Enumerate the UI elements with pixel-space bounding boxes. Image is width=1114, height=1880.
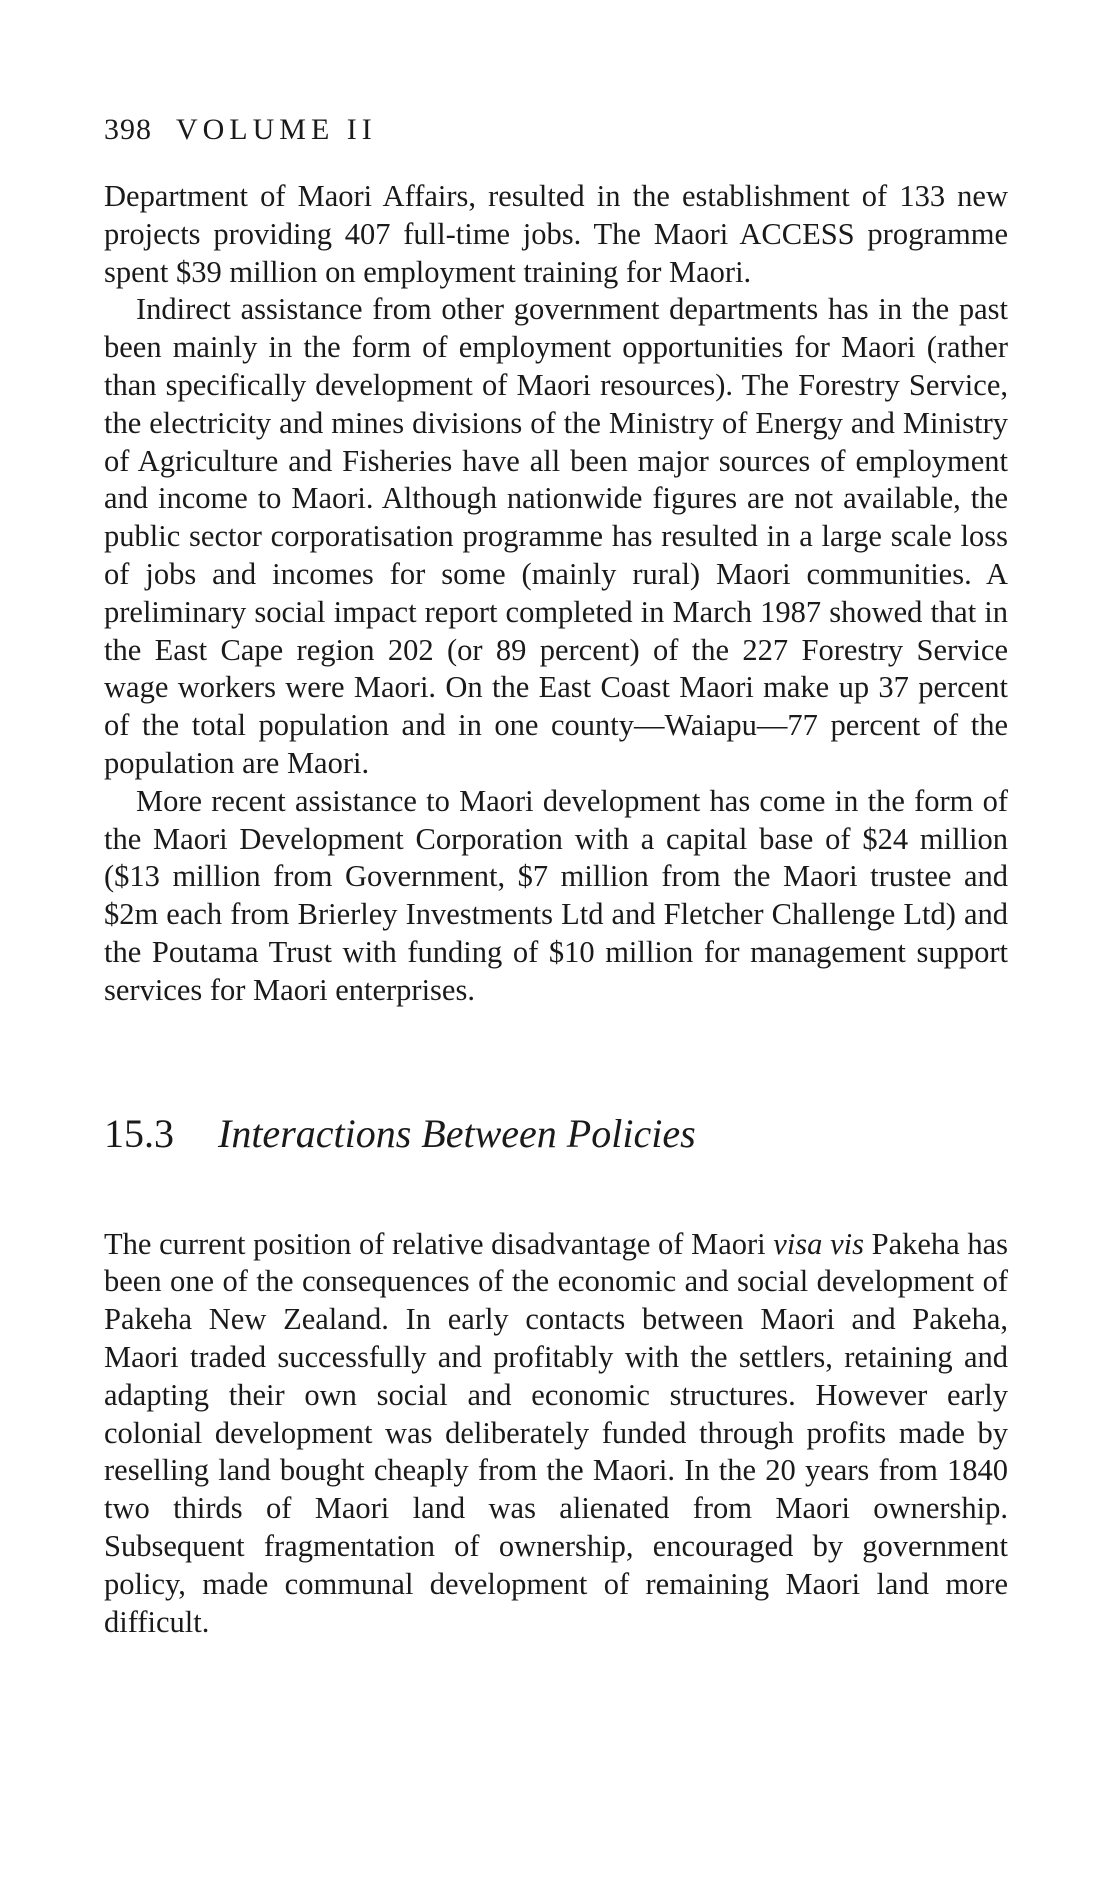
paragraph-indirect-assistance: Indirect assistance from other government departments has in the past been mainly in the form of employment opportunities for Maori (rather than specifically development of Maori resources). The Forestry Service, the electricity and mines divisions of the Ministry of Energy and Ministry of Agriculture and Fisheries have all been major sources of employment and income to Maori. Although nationwide figures are not available, the public sector corporatisation programme has resulted in a large scale loss of jobs and incomes for some (mainly rural) Maori communities. A preliminary social impact report completed in March 1987 showed that in the East Cape region 202 (or 89 percent) of the 227 Forestry Service wage workers were Maori. On the East Coast Maori make up 37 percent of the total population and in one county—Waiapu—77 percent of the population are Maori. — [104, 292, 1008, 780]
running-head — [104, 112, 1008, 148]
page-number: 398 — [104, 113, 152, 146]
section-heading — [104, 1110, 1008, 1158]
paragraph-recent-assistance: More recent assistance to Maori development has come in the form of the Maori Development Corporation with a capital base of $24 million ($13 million from Government, $7 million from the Maori trustee and $2m each from Brierley Investments Ltd and Fletcher Challenge Ltd) and the Poutama Trust with funding of $10 million for management support services for Maori enterprises. — [104, 783, 1008, 1007]
section-text-after-italic: Pakeha has been one of the consequences of the economic and social development of Pakeha New Zealand. In early contacts between Maori and Pakeha, Maori traded successfully and profitably with the settlers, retaining and adapting their own social and economic structures. However early colonial development was deliberately funded through profits made by reselling land bought cheaply from the Maori. In the 20 years from 1840 two thirds of Maori land was alienated from Maori ownership. Subsequent fragmentation of ownership, encouraged by government policy, made communal development of remaining Maori land more difficult. — [104, 1226, 1009, 1639]
document-page — [104, 112, 1008, 1641]
italic-phrase: visa vis — [773, 1226, 864, 1261]
volume-label: VOLUME II — [175, 113, 377, 146]
paragraph-section-intro — [104, 1226, 1008, 1642]
section-title: Interactions Between Policies — [218, 1110, 696, 1156]
paragraph-continued: Department of Maori Affairs, resulted in the establishment of 133 new projects providing 407 full-time jobs. The Maori ACCESS programme spent $39 million on employment training for Maori. — [104, 179, 1008, 289]
section-number: 15.3 — [104, 1110, 174, 1156]
section-text-before-italic: The current position of relative disadvantage of Maori — [104, 1226, 774, 1261]
